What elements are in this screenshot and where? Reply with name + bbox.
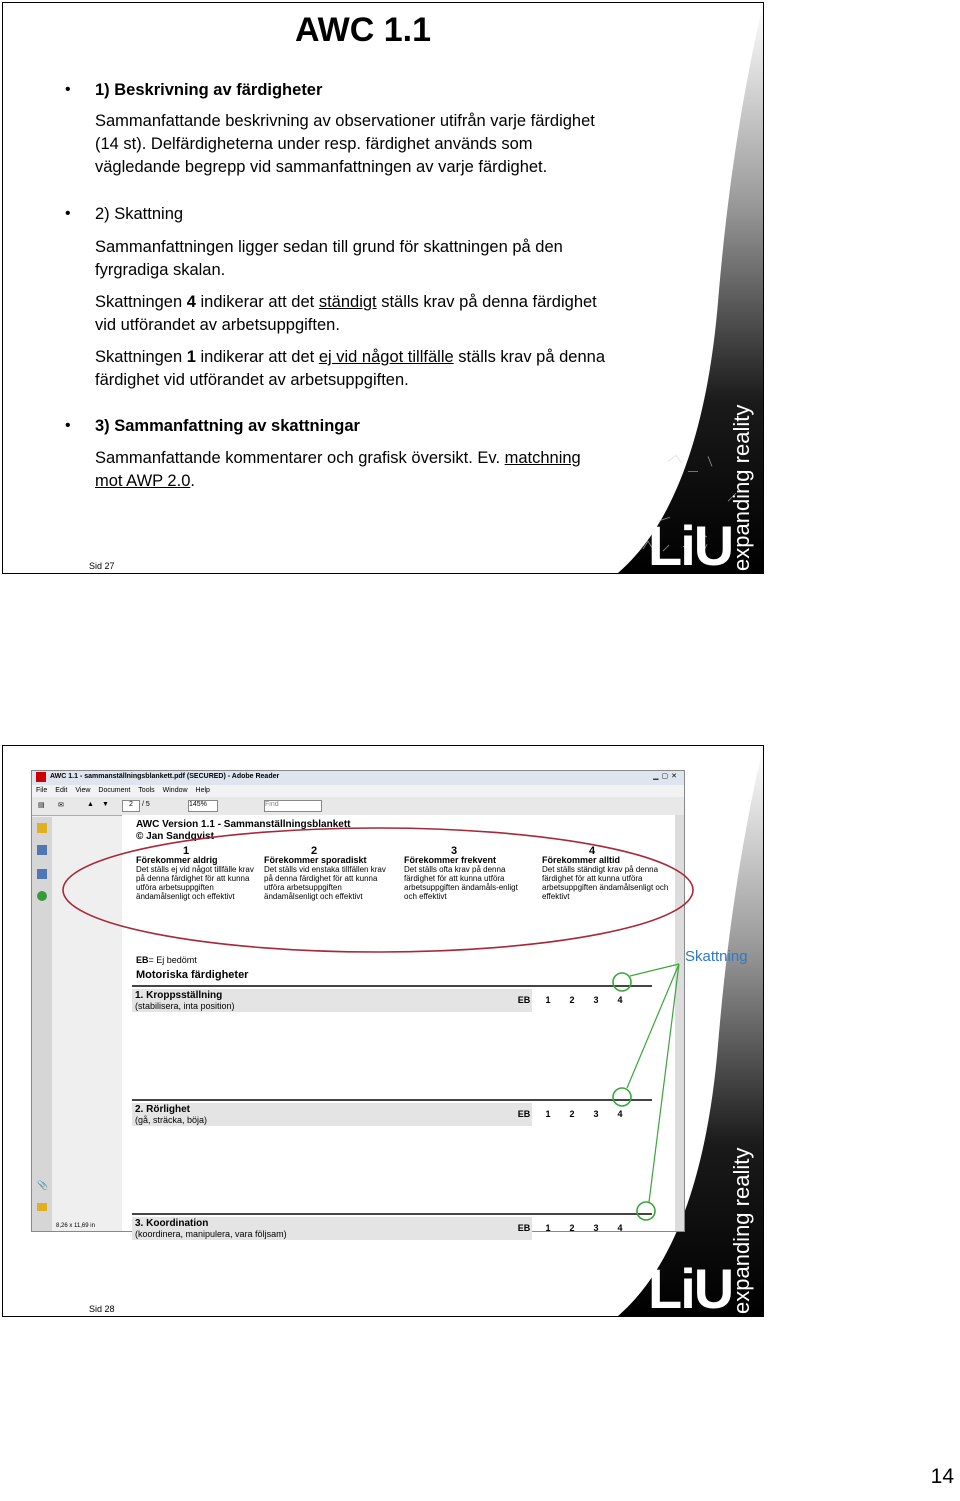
eb-text: = Ej bedömt xyxy=(148,955,197,965)
text-line: (14 st). Delfärdigheterna under resp. färdighet används som xyxy=(95,135,533,153)
rating-option[interactable]: 2 xyxy=(569,1109,575,1119)
text-run: Skattningen xyxy=(95,348,187,366)
email-icon[interactable]: ✉ xyxy=(58,802,64,809)
skill-subtitle: (gå, sträcka, böja) xyxy=(135,1115,208,1125)
skill-header xyxy=(132,989,532,1012)
scale-label: Förekommer frekvent xyxy=(404,855,497,865)
adobe-reader-screenshot xyxy=(31,770,685,1239)
scale-column xyxy=(404,847,532,901)
section-title: Motoriska färdigheter xyxy=(136,969,249,981)
print-icon[interactable]: ▤ xyxy=(38,802,45,809)
text-run: Skattningen xyxy=(95,293,187,311)
slide-27 xyxy=(2,2,764,577)
text-line xyxy=(95,346,705,369)
pdf-page xyxy=(122,815,675,1239)
scale-text: Det ställs vid enstaka tillfällen krav på denna färdighet för att kunna utföra arbetsuppgiften ändamålsenligt och effektivt xyxy=(264,865,386,901)
skill-title: 2. Rörlighet xyxy=(135,1104,191,1115)
rating-option[interactable]: 4 xyxy=(617,995,623,1005)
text-line xyxy=(95,291,705,314)
rating-option[interactable]: 3 xyxy=(593,1223,599,1233)
eb-key: EB xyxy=(136,955,149,965)
text-run: indikerar att det xyxy=(195,348,319,366)
scale-number: 3 xyxy=(450,845,458,857)
scale-number: 4 xyxy=(588,845,596,857)
skill-subtitle: (stabilisera, inta position) xyxy=(135,1001,235,1011)
skill-row xyxy=(132,985,652,1097)
page-total: / 5 xyxy=(142,801,150,808)
text-line xyxy=(95,447,705,470)
text-line: Sammanfattande beskrivning av observationer utifrån varje färdighet xyxy=(95,112,595,130)
rating-option[interactable]: 2 xyxy=(569,1223,575,1233)
menu-item[interactable]: Window xyxy=(162,787,188,794)
text-run: . xyxy=(190,472,195,490)
menu-item[interactable]: Document xyxy=(98,787,131,794)
slide-28 xyxy=(2,745,764,1320)
rating-option[interactable]: 1 xyxy=(545,1109,551,1119)
scale-text: Det ställs ej vid något tillfälle krav på denna färdighet för att kunna utföra arbetsuppgiften ändamålsenligt och effektivt xyxy=(136,865,254,901)
page-number: 14 xyxy=(930,1465,954,1488)
scale-column xyxy=(542,847,670,901)
skill-title: 1. Kroppsställning xyxy=(135,990,223,1001)
rating-option[interactable]: 1 xyxy=(545,995,551,1005)
window-controls-icon[interactable]: ▁▢✕ xyxy=(653,773,680,780)
find-input[interactable]: Find xyxy=(264,800,322,812)
scale-label: Förekommer sporadiskt xyxy=(264,855,367,865)
text-line xyxy=(95,470,705,493)
doc-author: © Jan Sandqvist xyxy=(136,831,214,842)
text-run: Sammanfattande kommentarer och grafisk översikt. Ev. xyxy=(95,449,505,467)
scale-column xyxy=(264,847,392,901)
signature-icon[interactable] xyxy=(37,891,47,901)
menu-item[interactable]: Tools xyxy=(138,787,155,794)
underlined-term: matchning xyxy=(504,449,581,467)
scale-column xyxy=(136,847,264,901)
page-size-status: 8,26 x 11,69 in xyxy=(56,1223,95,1229)
menu-item[interactable]: View xyxy=(75,787,91,794)
heading-2: 2) Skattning xyxy=(95,205,184,223)
underlined-term: ej vid något tillfälle xyxy=(318,348,454,366)
rating-option[interactable]: EB xyxy=(517,995,531,1005)
adobe-icon xyxy=(36,772,46,782)
rating-options xyxy=(512,1223,632,1233)
pages-icon[interactable] xyxy=(37,845,47,855)
liu-logo: LiU xyxy=(648,1257,733,1320)
skill-subtitle: (koordinera, manipulera, vara följsam) xyxy=(135,1229,287,1239)
bookmarks-icon[interactable] xyxy=(37,869,47,879)
window-title: AWC 1.1 - sammanställningsblankett.pdf (SECURED) - Adobe Reader xyxy=(50,773,280,780)
liu-tagline: expanding reality xyxy=(729,404,754,571)
slide-title: AWC 1.1 xyxy=(295,11,432,49)
lock-icon[interactable] xyxy=(37,823,47,833)
bullet-icon: • xyxy=(65,81,71,98)
menu-item[interactable]: Help xyxy=(195,787,210,794)
annotation-label: Skattning xyxy=(685,948,748,965)
text-run: ställs krav på denna xyxy=(453,348,605,366)
skill-header xyxy=(132,1103,532,1126)
rating-4: 4 xyxy=(186,293,196,311)
doc-title: AWC Version 1.1 - Sammanställningsblankett xyxy=(136,819,351,830)
rating-1: 1 xyxy=(186,348,196,366)
attachment-icon[interactable]: 📎 xyxy=(37,1180,49,1190)
bullet-icon: • xyxy=(65,417,71,434)
underlined-term: ständigt xyxy=(318,293,377,311)
skill-title: 3. Koordination xyxy=(135,1218,209,1229)
skill-row xyxy=(132,1213,652,1325)
rating-options xyxy=(512,1109,632,1119)
rating-option[interactable]: 2 xyxy=(569,995,575,1005)
scale-number: 2 xyxy=(310,845,318,857)
rating-option[interactable]: 3 xyxy=(593,995,599,1005)
comment-icon[interactable] xyxy=(37,1203,47,1211)
rating-option[interactable]: EB xyxy=(517,1223,531,1233)
text-run: indikerar att det xyxy=(195,293,319,311)
text-line: vägledande begrepp vid sammanfattningen av varje färdighet. xyxy=(95,158,548,176)
text-line: färdighet vid utförandet av arbetsuppgiften. xyxy=(95,371,409,389)
down-arrow-icon[interactable]: ▼ xyxy=(102,801,109,808)
rating-options xyxy=(512,995,632,1005)
slide-footer: Sid 27 xyxy=(89,561,115,571)
left-panel xyxy=(32,817,52,1231)
eb-legend xyxy=(136,955,197,965)
rating-option[interactable]: 4 xyxy=(617,1109,623,1119)
title-bar xyxy=(32,771,684,786)
heading-3: 3) Sammanfattning av skattningar xyxy=(95,417,360,435)
rating-option[interactable]: EB xyxy=(517,1109,531,1119)
rating-option[interactable]: 1 xyxy=(545,1223,551,1233)
skill-header xyxy=(132,1217,532,1240)
menu-item[interactable]: Edit xyxy=(55,787,68,794)
liu-logo: LiU xyxy=(648,514,733,577)
scale-text: Det ställs ständigt krav på denna färdighet för att kunna utföra arbetsuppgiften ändamålsenligt och effektivt xyxy=(542,865,669,901)
text-line: vid utförandet av arbetsuppgiften. xyxy=(95,316,340,334)
scale-label: Förekommer alltid xyxy=(542,855,621,865)
text-line: Sammanfattningen ligger sedan till grund för skattningen på den xyxy=(95,238,563,256)
heading-1: 1) Beskrivning av färdigheter xyxy=(95,81,323,99)
page-field[interactable]: 2 xyxy=(122,800,140,812)
rating-option[interactable]: 3 xyxy=(593,1109,599,1119)
toolbar xyxy=(32,797,684,816)
zoom-field[interactable]: 145% xyxy=(188,800,218,812)
text-run: ställs krav på denna färdighet xyxy=(376,293,597,311)
menu-bar xyxy=(32,785,684,797)
bullet-icon: • xyxy=(65,205,71,222)
up-arrow-icon[interactable]: ▲ xyxy=(87,801,94,808)
rating-option[interactable]: 4 xyxy=(617,1223,623,1233)
scale-number: 1 xyxy=(182,845,190,857)
text-line: fyrgradiga skalan. xyxy=(95,261,226,279)
liu-tagline: expanding reality xyxy=(729,1147,754,1314)
scale-label: Förekommer aldrig xyxy=(136,855,218,865)
slide-footer: Sid 28 xyxy=(89,1304,115,1314)
menu-item[interactable]: File xyxy=(36,787,48,794)
skill-row xyxy=(132,1099,652,1211)
scale-text: Det ställs ofta krav på denna färdighet för att kunna utföra arbetsuppgiften ändamåls-enligt och effektivt xyxy=(404,865,518,901)
scrollbar[interactable] xyxy=(674,815,684,1231)
underlined-term: mot AWP 2.0 xyxy=(95,472,191,490)
